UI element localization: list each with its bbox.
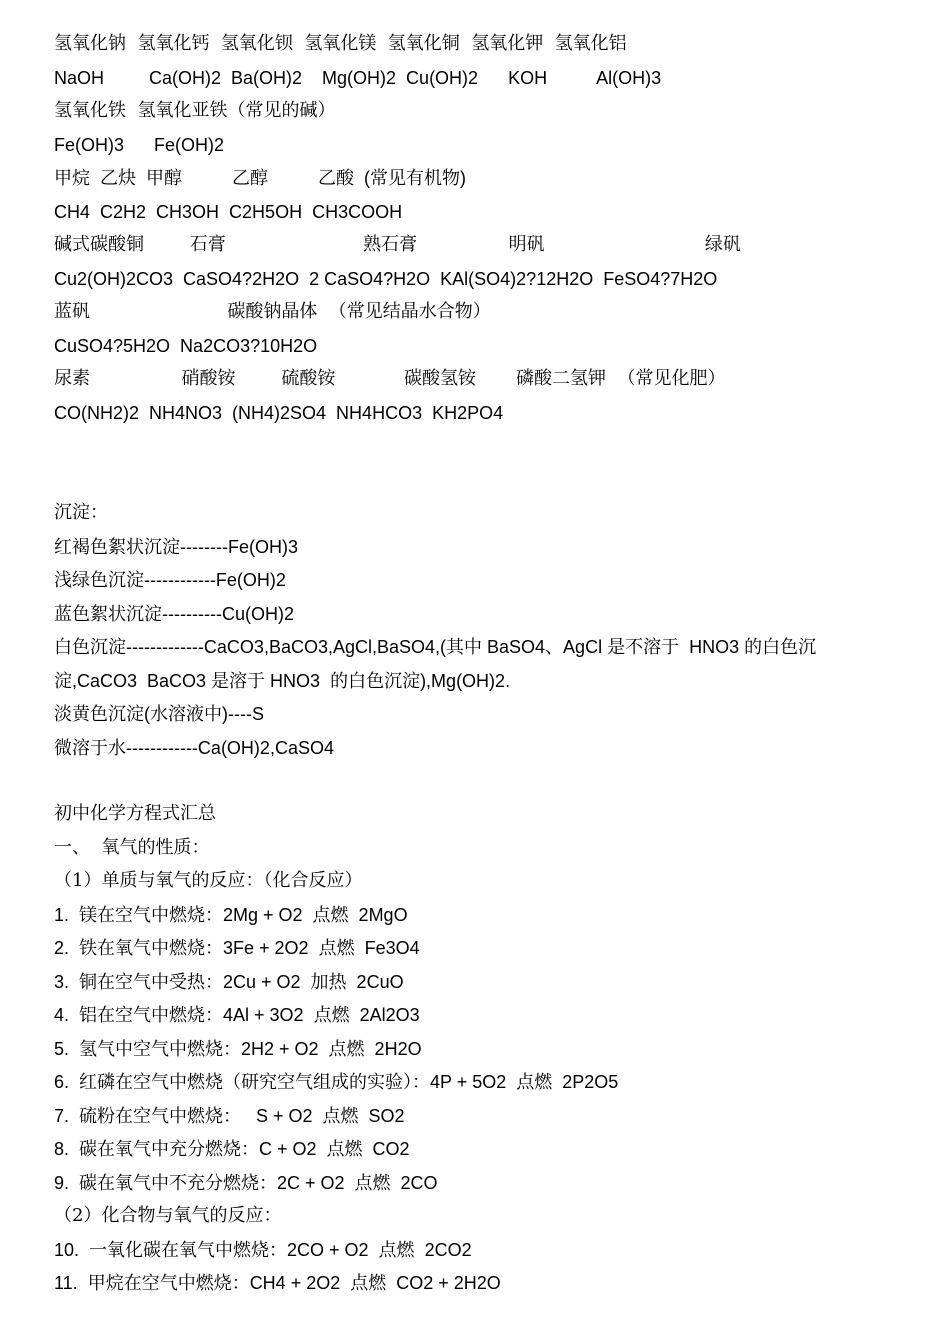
equation-line-1: 1. 镁在空气中燃烧：2Mg + O2 点燃 2MgO xyxy=(54,905,408,925)
equation-line-10: 10. 一氧化碳在氧气中燃烧：2CO + O2 点燃 2CO2 xyxy=(54,1240,472,1260)
base-formulas-line-2: Fe(OH)3 Fe(OH)2 xyxy=(54,135,225,155)
hydrate-formulas-line-2: CuSO4?5H2O Na2CO3?10H2O xyxy=(54,336,318,356)
hydrate-names-line-2: 蓝矾 碳酸钠晶体 （常见结晶水合物） xyxy=(54,301,491,322)
subsection-heading-2: （2）化合物与氧气的反应： xyxy=(54,1205,282,1226)
equation-line-9: 9. 碳在氧气中不充分燃烧：2C + O2 点燃 2CO xyxy=(54,1173,438,1193)
precipitate-line-7: 微溶于水------------Ca(OH)2,CaSO4 xyxy=(54,738,334,758)
precipitate-line-2: 浅绿色沉淀------------Fe(OH)2 xyxy=(54,570,286,590)
equation-line-4: 4. 铝在空气中燃烧：4Al + 3O2 点燃 2Al2O3 xyxy=(54,1005,420,1025)
subsection-heading-1: （1）单质与氧气的反应：（化合反应） xyxy=(54,870,363,891)
organic-formulas-line: CH4 C2H2 CH3OH C2H5OH CH3COOH xyxy=(54,202,403,222)
section-heading-oxygen: 一、 氧气的性质： xyxy=(54,837,210,858)
precipitate-line-5: 淀,CaCO3 BaCO3 是溶于 HNO3 的白色沉淀),Mg(OH)2. xyxy=(54,671,511,691)
equation-line-6: 6. 红磷在空气中燃烧（研究空气组成的实验）：4P + 5O2 点燃 2P2O5 xyxy=(54,1072,619,1092)
fertilizer-names-line: 尿素 硝酸铵 硫酸铵 碳酸氢铵 磷酸二氢钾 （常见化肥） xyxy=(54,368,726,389)
equation-line-2: 2. 铁在氧气中燃烧：3Fe + 2O2 点燃 Fe3O4 xyxy=(54,938,420,958)
equation-line-8: 8. 碳在氧气中充分燃烧：C + O2 点燃 CO2 xyxy=(54,1139,410,1159)
precipitate-heading: 沉淀： xyxy=(54,502,108,523)
precipitate-line-4: 白色沉淀-------------CaCO3,BaCO3,AgCl,BaSO4,(其中 BaSO4、AgCl 是不溶于 HNO3 的白色沉 xyxy=(54,637,817,657)
precipitate-line-6: 淡黄色沉淀(水溶液中)----S xyxy=(54,704,264,724)
base-formulas-line-1: NaOH Ca(OH)2 Ba(OH)2 Mg(OH)2 Cu(OH)2 KOH Al(OH)3 xyxy=(54,68,662,88)
precipitate-line-3: 蓝色絮状沉淀----------Cu(OH)2 xyxy=(54,604,294,624)
base-names-line-2: 氢氧化铁 氢氧化亚铁（常见的碱） xyxy=(54,100,336,121)
equation-line-3: 3. 铜在空气中受热：2Cu + O2 加热 2CuO xyxy=(54,972,404,992)
hydrate-formulas-line-1: Cu2(OH)2CO3 CaSO4?2H2O 2 CaSO4?H2O KAl(SO4)2?12H2O FeSO4?7H2O xyxy=(54,269,718,289)
equation-line-7: 7. 硫粉在空气中燃烧： S + O2 点燃 SO2 xyxy=(54,1106,405,1126)
hydrate-names-line-1: 碱式碳酸铜 石膏 熟石膏 明矾 绿矾 xyxy=(54,234,741,255)
organic-names-line: 甲烷 乙炔 甲醇 乙醇 乙酸 (常见有机物) xyxy=(54,168,467,188)
equation-line-11: 11. 甲烷在空气中燃烧：CH4 + 2O2 点燃 CO2 + 2H2O xyxy=(54,1273,501,1293)
fertilizer-formulas-line: CO(NH2)2 NH4NO3 (NH4)2SO4 NH4HCO3 KH2PO4 xyxy=(54,403,504,423)
equation-line-5: 5. 氢气中空气中燃烧：2H2 + O2 点燃 2H2O xyxy=(54,1039,422,1059)
base-names-line-1: 氢氧化钠 氢氧化钙 氢氧化钡 氢氧化镁 氢氧化铜 氢氧化钾 氢氧化铝 xyxy=(54,33,627,54)
equations-title: 初中化学方程式汇总 xyxy=(54,803,216,824)
precipitate-line-1: 红褐色絮状沉淀--------Fe(OH)3 xyxy=(54,537,298,557)
